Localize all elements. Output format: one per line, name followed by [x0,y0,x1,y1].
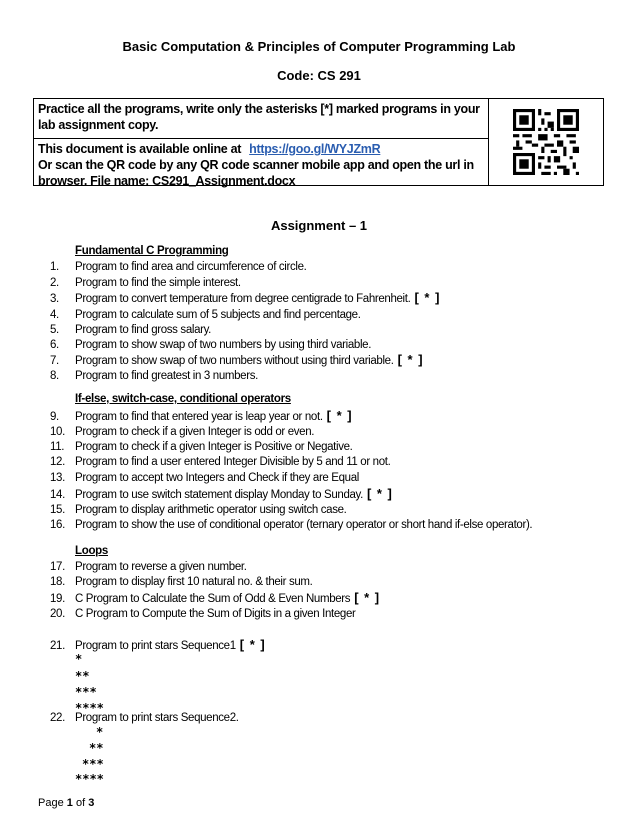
item-text: C Program to Calculate the Sum of Odd & Even Numbers [75,593,351,605]
item-number: 7. [50,355,59,367]
section-heading-fundamentals: Fundamental C Programming [75,245,229,257]
item-text: Program to show swap of two numbers by using third variable. [75,339,372,351]
qr-code [488,99,603,185]
item-number: 22. [50,712,65,724]
list-item [50,575,312,589]
item-text: Program to accept two Integers and Check if they are Equal [75,472,359,484]
list-item [50,471,359,485]
item-number: 16. [50,519,65,531]
item-text: Program to find area and circumference of circle. [75,261,307,273]
item-text: Program to find gross salary. [75,324,211,336]
item-text: Program to print stars Sequence2. [75,712,239,724]
list-item [50,518,532,532]
item-text: Program to reverse a given number. [75,561,247,573]
asterisk-mark: [ * ] [354,590,381,605]
item-text: Program to show the use of conditional operator (ternary operator or short hand if-else operator). [75,519,533,531]
item-number: 6. [50,339,59,351]
list-item [50,369,258,383]
section-heading-conditionals: If-else, switch-case, conditional operators [75,393,291,405]
item-text: C Program to Compute the Sum of Digits in a given Integer [75,608,356,620]
item-text: Program to find greatest in 3 numbers. [75,370,258,382]
availability-cell [34,139,489,186]
page-of-label: of [75,797,86,809]
list-item [50,425,314,439]
star-row-seq1: * [75,652,83,666]
availability-text: This document is available online at [38,142,242,156]
item-number: 14. [50,489,65,501]
instruction-cell: Practice all the programs, write only the asterisks [*] marked programs in your lab assignment copy. [34,99,489,139]
page-label: Page [38,797,64,809]
asterisk-mark: [ * ] [397,352,424,367]
item-text: Program to print stars Sequence1 [75,640,236,652]
list-item [50,638,266,653]
star-row-seq1: *** [75,685,97,699]
item-text: Program to calculate sum of 5 subjects and find percentage. [75,309,361,321]
list-item [50,276,241,290]
info-box [33,98,604,186]
list-item [50,487,393,502]
star-row-seq1: **** [75,701,104,715]
item-number: 19. [50,593,65,605]
item-number: 12. [50,456,65,468]
item-text: Program to display first 10 natural no. & their sum. [75,576,313,588]
list-item [50,353,424,368]
item-number: 11. [50,441,65,453]
page-total: 3 [88,797,95,809]
list-item [50,260,307,274]
list-item [50,440,353,454]
star-row-seq2: * [96,725,104,739]
item-number: 5. [50,324,59,336]
scan-instruction-text: Or scan the QR code by any QR code scanner mobile app and open the url in browser. File name: CS291_Assignment.docx [38,158,474,188]
item-text: Program to convert temperature from degree centigrade to Fahrenheit. [75,293,411,305]
document-url-link[interactable]: https://goo.gl/WYJZmR [249,142,381,156]
list-item [50,338,371,352]
asterisk-mark: [ * ] [239,637,266,652]
qr-code-icon [513,109,579,175]
asterisk-mark: [ * ] [326,408,353,423]
item-number: 8. [50,370,59,382]
list-item [50,560,247,574]
item-number: 17. [50,561,65,573]
item-number: 15. [50,504,65,516]
page-footer [38,797,94,809]
item-number: 9. [50,411,59,423]
star-row-seq2: ** [89,741,104,755]
item-number: 10. [50,426,65,438]
item-text: Program to use switch statement display Monday to Sunday. [75,489,363,501]
list-item [50,308,361,322]
list-item [50,607,355,621]
item-text: Program to find that entered year is leap year or not. [75,411,323,423]
item-number: 18. [50,576,65,588]
section-heading-loops: Loops [75,545,108,557]
list-item [50,323,211,337]
item-text: Program to check if a given Integer is odd or even. [75,426,315,438]
document-title: Basic Computation & Principles of Computer Programming Lab [122,39,516,54]
page-number: 1 [66,797,73,809]
star-row-seq2: *** [82,757,104,771]
item-text: Program to find a user entered Integer Divisible by 5 and 11 or not. [75,456,391,468]
item-number: 2. [50,277,59,289]
item-text: Program to show swap of two numbers without using third variable. [75,355,394,367]
course-code: Code: CS 291 [277,68,361,83]
item-number: 4. [50,309,59,321]
star-row-seq2: **** [75,772,104,786]
item-text: Program to find the simple interest. [75,277,241,289]
item-number: 13. [50,472,65,484]
item-number: 21. [50,640,65,652]
assignment-heading: Assignment – 1 [270,218,368,233]
item-text: Program to check if a given Integer is Positive or Negative. [75,441,353,453]
star-row-seq1: ** [75,669,90,683]
list-item [50,409,353,424]
item-number: 3. [50,293,59,305]
list-item [50,503,347,517]
item-number: 20. [50,608,65,620]
list-item [50,291,440,306]
list-item [50,591,380,606]
list-item [50,455,390,469]
asterisk-mark: [ * ] [414,290,441,305]
asterisk-mark: [ * ] [366,486,393,501]
item-number: 1. [50,261,59,273]
item-text: Program to display arithmetic operator using switch case. [75,504,347,516]
